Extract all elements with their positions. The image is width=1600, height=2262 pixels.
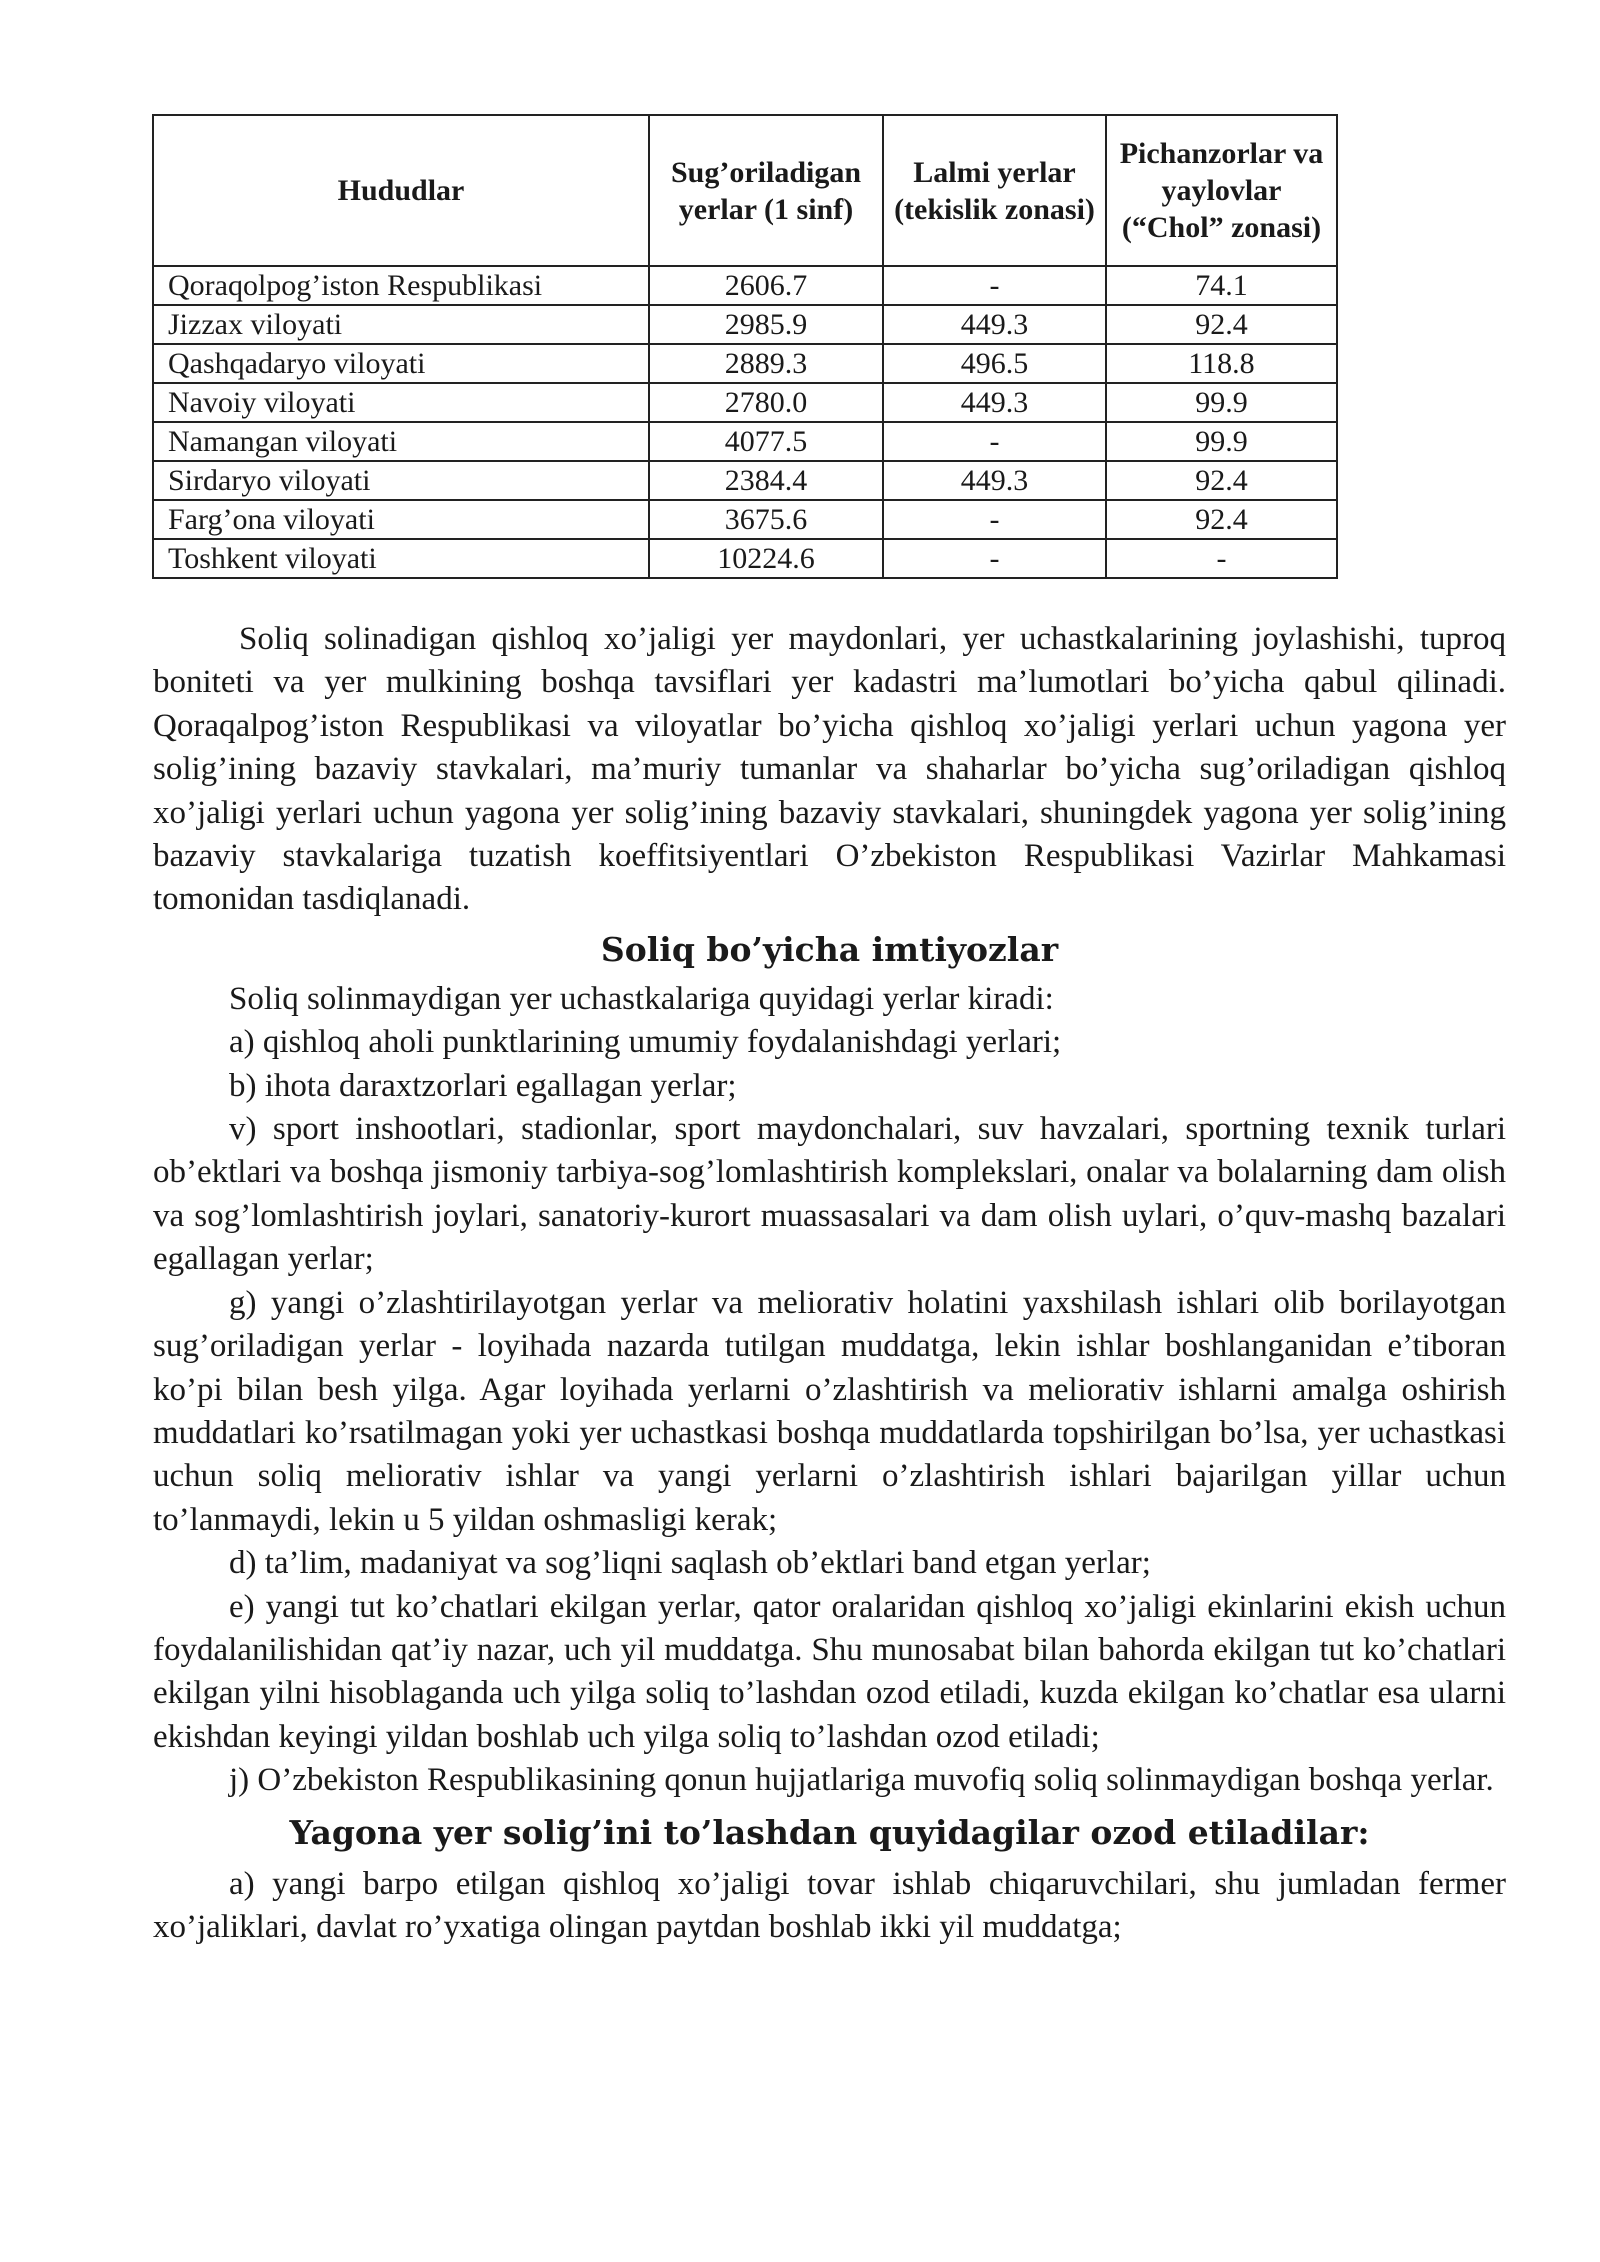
cell-irrigated: 2780.0 bbox=[649, 383, 883, 422]
cell-rainfed: - bbox=[883, 422, 1106, 461]
cell-pastures: 99.9 bbox=[1106, 383, 1337, 422]
list-item-a: a) qishloq aholi punktlarining umumiy foydalanishdagi yerlari; bbox=[229, 1024, 1062, 1061]
table-row bbox=[153, 422, 1337, 461]
header-irrigated: Sug’oriladigan yerlar (1 sinf) bbox=[649, 115, 883, 266]
list-item-j: j) O’zbekiston Respublikasining qonun hujjatlariga muvofiq soliq solinmaydigan boshqa yerlar. bbox=[229, 1762, 1494, 1799]
cell-irrigated: 4077.5 bbox=[649, 422, 883, 461]
cell-region: Navoiy viloyati bbox=[153, 383, 649, 422]
lead-paragraph: Soliq solinmaydigan yer uchastkalariga quyidagi yerlar kiradi: bbox=[229, 980, 1054, 1017]
cell-pastures: 92.4 bbox=[1106, 461, 1337, 500]
cell-rainfed: - bbox=[883, 500, 1106, 539]
section-heading-exemptions: Soliq bo’yicha imtiyozlar bbox=[600, 929, 1059, 969]
cell-pastures: 118.8 bbox=[1106, 344, 1337, 383]
cell-region: Namangan viloyati bbox=[153, 422, 649, 461]
cell-irrigated: 3675.6 bbox=[649, 500, 883, 539]
table-row bbox=[153, 383, 1337, 422]
table-row bbox=[153, 305, 1337, 344]
cell-region: Qashqadaryo viloyati bbox=[153, 344, 649, 383]
cell-pastures: 92.4 bbox=[1106, 500, 1337, 539]
table-header-row bbox=[153, 115, 1337, 266]
cell-rainfed: 496.5 bbox=[883, 344, 1106, 383]
cell-pastures: - bbox=[1106, 539, 1337, 578]
list-item-d: d) ta’lim, madaniyat va sog’liqni saqlash ob’ektlari band etgan yerlar; bbox=[229, 1545, 1151, 1582]
cell-pastures: 74.1 bbox=[1106, 266, 1337, 305]
table-row bbox=[153, 344, 1337, 383]
cell-pastures: 99.9 bbox=[1106, 422, 1337, 461]
cell-irrigated: 2985.9 bbox=[649, 305, 883, 344]
cell-region: Farg’ona viloyati bbox=[153, 500, 649, 539]
cell-region: Toshkent viloyati bbox=[153, 539, 649, 578]
tax-rates-table bbox=[152, 114, 1338, 579]
cell-region: Sirdaryo viloyati bbox=[153, 461, 649, 500]
section-heading-exempted: Yagona yer solig’ini to’lashdan quyidagilar ozod etiladilar: bbox=[289, 1812, 1370, 1852]
cell-rainfed: 449.3 bbox=[883, 461, 1106, 500]
list-item-e: e) yangi tut ko’chatlari ekilgan yerlar, qator oralaridan qishloq xo’jaligi ekinlarini ekish uchun foydalanilishidan qat’iy nazar, uch yil muddatga. Shu munosabat bilan bahorda ekilgan tut ko’chatlari ekilgan yilni hisoblaganda uch yilga soliq to’lashdan ozod etiladi, kuzda ekilgan ko’chatlar esa ularni ekishdan keyingi yildan boshlab uch yilga soliq to’lashdan ozod etiladi; bbox=[153, 1588, 1506, 1755]
list-item-2a: a) yangi barpo etilgan qishloq xo’jaligi tovar ishlab chiqaruvchilari, shu jumladan fermer xo’jaliklari, davlat ro’yxatiga olingan paytdan boshlab ikki yil muddatga; bbox=[153, 1865, 1506, 1945]
cell-irrigated: 2384.4 bbox=[649, 461, 883, 500]
cell-region: Jizzax viloyati bbox=[153, 305, 649, 344]
header-rainfed: Lalmi yerlar (tekislik zonasi) bbox=[883, 115, 1106, 266]
list-item-b: b) ihota daraxtzorlari egallagan yerlar; bbox=[229, 1067, 737, 1104]
body-text bbox=[153, 618, 1506, 1949]
cell-irrigated: 2889.3 bbox=[649, 344, 883, 383]
cell-rainfed: 449.3 bbox=[883, 383, 1106, 422]
intro-paragraph: Soliq solinadigan qishloq xo’jaligi yer maydonlari, yer uchastkalarining joylashishi, tuproq boniteti va yer mulkining boshqa tavsiflari yer kadastri ma’lumotlari bo’yicha qabul qilinadi. Qoraqalpog’iston Respublikasi va viloyatlar bo’yicha qishloq xo’jaligi yerlari uchun yagona yer solig’ining bazaviy stavkalari, ma’muriy tumanlar va shaharlar bo’yicha sug’oriladigan qishloq xo’jaligi yerlari uchun yagona yer solig’ining bazaviy stavkalari, shuningdek yagona yer solig’ining bazaviy stavkalariga tuzatish koeffitsiyentlari O’zbekiston Respublikasi Vazirlar Mahkamasi tomonidan tasdiqlanadi. bbox=[153, 621, 1506, 918]
table-row bbox=[153, 266, 1337, 305]
cell-rainfed: - bbox=[883, 266, 1106, 305]
cell-irrigated: 2606.7 bbox=[649, 266, 883, 305]
list-item-g: g) yangi o’zlashtirilayotgan yerlar va meliorativ holatini yaxshilash ishlari olib borilayotgan sug’oriladigan yerlar - loyihada nazarda tutilgan muddatga, lekin ishlar boshlanganidan e’tiboran ko’pi bilan besh yilga. Agar loyihada yerlarni o’zlashtirish va meliorativ ishlarni amalga oshirish muddatlari ko’rsatilmagan yoki yer uchastkasi boshqa muddatlarda topshirilgan bo’lsa, yer uchastkasi uchun soliq meliorativ ishlar va yangi yerlarni o’zlashtirish ishlari bajarilgan yillar uchun to’lanmaydi, lekin u 5 yildan oshmasligi kerak; bbox=[153, 1284, 1506, 1538]
table-row bbox=[153, 539, 1337, 578]
cell-rainfed: - bbox=[883, 539, 1106, 578]
list-item-v: v) sport inshootlari, stadionlar, sport maydonchalari, suv havzalari, sportning texnik turlari ob’ektlari va boshqa jismoniy tarbiya-sog’lomlashtirish komplekslari, onalar va bolalarning dam olish va sog’lomlashtirish joylari, sanatoriy-kurort muassasalari va dam olish uylari, o’quv-mashq bazalari egallagan yerlar; bbox=[153, 1111, 1506, 1278]
cell-irrigated: 10224.6 bbox=[649, 539, 883, 578]
header-pastures: Pichanzorlar va yaylovlar (“Chol” zonasi) bbox=[1106, 115, 1337, 266]
table-row bbox=[153, 461, 1337, 500]
cell-rainfed: 449.3 bbox=[883, 305, 1106, 344]
table-row bbox=[153, 500, 1337, 539]
cell-region: Qoraqolpog’iston Respublikasi bbox=[153, 266, 649, 305]
header-region: Hududlar bbox=[153, 115, 649, 266]
cell-pastures: 92.4 bbox=[1106, 305, 1337, 344]
